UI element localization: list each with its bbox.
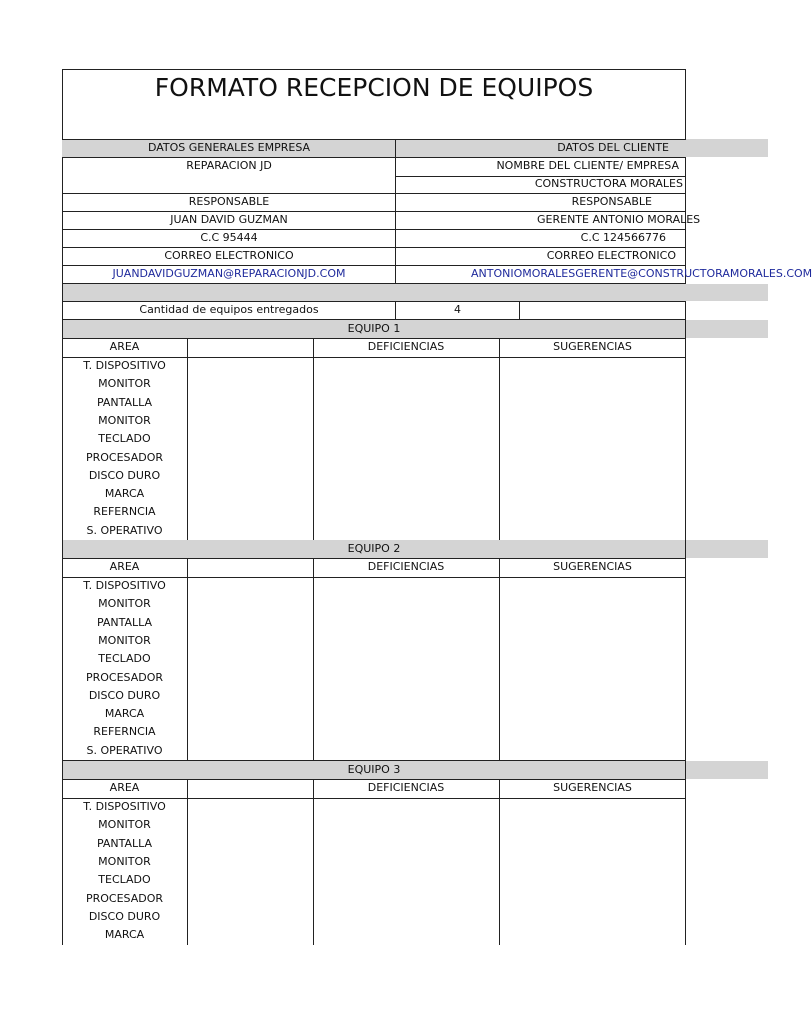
area-header: AREA <box>109 560 140 573</box>
area-row-label: MONITOR <box>98 854 151 868</box>
right-border <box>685 320 686 540</box>
area-value-cell[interactable] <box>188 431 312 447</box>
area-value-cell[interactable] <box>188 376 312 392</box>
area-row-label: TECLADO <box>98 873 151 887</box>
cliente-id: C.C 124566776 <box>580 231 666 244</box>
area-value-cell[interactable] <box>188 836 312 852</box>
deficiencias-header: DEFICIENCIAS <box>367 560 445 573</box>
area-value-cell[interactable] <box>188 743 312 759</box>
column-divider <box>187 558 188 760</box>
area-row-label: TECLADO <box>98 432 151 446</box>
area-row-label: TECLADO <box>98 652 151 666</box>
area-row-label: DISCO DURO <box>88 909 161 923</box>
cliente-name-label: NOMBRE DEL CLIENTE/ EMPRESA <box>496 159 679 172</box>
empresa-resp-name: JUAN DAVID GUZMAN <box>170 213 288 226</box>
area-row-label: PROCESADOR <box>85 670 164 684</box>
area-row-label: PANTALLA <box>96 395 153 409</box>
area-value-cell[interactable] <box>188 670 312 686</box>
area-row-label: REFERNCIA <box>93 505 156 519</box>
column-divider <box>187 779 188 945</box>
sugerencias-header: SUGERENCIAS <box>553 560 632 573</box>
empresa-name: REPARACION JD <box>186 159 272 172</box>
row-line <box>62 229 686 230</box>
cantidad-label: Cantidad de equipos entregados <box>139 303 319 316</box>
area-value-cell[interactable] <box>188 854 312 870</box>
sugerencias-header: SUGERENCIAS <box>553 340 632 353</box>
area-row-label: MONITOR <box>98 818 151 832</box>
area-row-label: T. DISPOSITIVO <box>83 359 166 372</box>
spacer-band <box>63 284 768 301</box>
grid-line <box>62 779 686 780</box>
area-row-label: T. DISPOSITIVO <box>83 800 166 813</box>
area-row-label: S. OPERATIVO <box>86 523 163 537</box>
area-value-cell[interactable] <box>188 486 312 502</box>
area-header: AREA <box>109 340 140 353</box>
sugerencias-cell[interactable] <box>500 799 684 944</box>
area-value-cell[interactable] <box>188 578 312 594</box>
row-line <box>62 211 686 212</box>
area-row-label: DISCO DURO <box>88 688 161 702</box>
area-value-cell[interactable] <box>188 615 312 631</box>
area-value-cell[interactable] <box>188 523 312 539</box>
area-row-label: PANTALLA <box>96 836 153 850</box>
area-row-label: PROCESADOR <box>85 891 164 905</box>
sugerencias-cell[interactable] <box>500 578 684 759</box>
deficiencias-cell[interactable] <box>314 358 498 539</box>
area-value-cell[interactable] <box>188 450 312 466</box>
area-row-label: MARCA <box>104 928 145 942</box>
right-border <box>685 761 686 945</box>
area-row-label: T. DISPOSITIVO <box>83 579 166 592</box>
area-row-label: PANTALLA <box>96 615 153 629</box>
right-border <box>685 540 686 760</box>
area-value-cell[interactable] <box>188 799 312 815</box>
area-value-cell[interactable] <box>188 872 312 888</box>
row-line <box>62 265 686 266</box>
area-row-label: MONITOR <box>98 413 151 427</box>
area-value-cell[interactable] <box>188 927 312 943</box>
column-divider <box>187 338 188 540</box>
deficiencias-cell[interactable] <box>314 578 498 759</box>
area-row-label: REFERNCIA <box>93 725 156 739</box>
empresa-id: C.C 95444 <box>200 231 258 244</box>
deficiencias-cell[interactable] <box>314 799 498 944</box>
area-header: AREA <box>109 781 140 794</box>
sugerencias-header: SUGERENCIAS <box>553 781 632 794</box>
equipo-title: EQUIPO 3 <box>347 763 401 776</box>
empresa-resp-label: RESPONSABLE <box>188 195 270 208</box>
title-top-border <box>62 69 686 70</box>
area-value-cell[interactable] <box>188 724 312 740</box>
equipo-title: EQUIPO 1 <box>347 322 401 335</box>
page-title: FORMATO RECEPCION DE EQUIPOS <box>154 73 594 102</box>
area-value-cell[interactable] <box>188 413 312 429</box>
area-value-cell[interactable] <box>188 504 312 520</box>
cliente-name: CONSTRUCTORA MORALES <box>534 177 683 190</box>
empresa-email-label: CORREO ELECTRONICO <box>164 249 294 262</box>
cantidad-value: 4 <box>454 303 461 316</box>
area-value-cell[interactable] <box>188 596 312 612</box>
area-row-label: MONITOR <box>98 377 151 391</box>
row-line <box>62 157 686 158</box>
area-value-cell[interactable] <box>188 395 312 411</box>
area-value-cell[interactable] <box>188 909 312 925</box>
area-row-label: MONITOR <box>98 597 151 611</box>
grid-line <box>62 338 686 339</box>
cliente-header: DATOS DEL CLIENTE <box>557 141 669 154</box>
area-value-cell[interactable] <box>188 688 312 704</box>
area-value-cell[interactable] <box>188 651 312 667</box>
deficiencias-header: DEFICIENCIAS <box>367 340 445 353</box>
cliente-email-link[interactable]: ANTONIOMORALESGERENTE@CONSTRUCTORAMORALES.COM <box>471 267 812 280</box>
area-row-label: MONITOR <box>98 633 151 647</box>
row-line <box>62 301 686 302</box>
area-value-cell[interactable] <box>188 817 312 833</box>
row-line <box>62 247 686 248</box>
area-value-cell[interactable] <box>188 468 312 484</box>
empresa-email-link[interactable]: JUANDAVIDGUZMAN@REPARACIONJD.COM <box>112 267 346 280</box>
empresa-header: DATOS GENERALES EMPRESA <box>147 141 311 154</box>
row-line <box>62 193 686 194</box>
cell-divider <box>519 301 520 319</box>
area-value-cell[interactable] <box>188 706 312 722</box>
cliente-resp-label: RESPONSABLE <box>571 195 652 208</box>
sugerencias-cell[interactable] <box>500 358 684 539</box>
area-row-label: MARCA <box>104 707 145 721</box>
area-row-label: MARCA <box>104 487 145 501</box>
area-row-label: S. OPERATIVO <box>86 743 163 757</box>
area-value-cell[interactable] <box>188 633 312 649</box>
cliente-resp-name: GERENTE ANTONIO MORALES <box>537 213 701 226</box>
area-value-cell[interactable] <box>188 358 312 374</box>
area-row-label: DISCO DURO <box>88 468 161 482</box>
deficiencias-header: DEFICIENCIAS <box>367 781 445 794</box>
area-row-label: PROCESADOR <box>85 450 164 464</box>
equipo-title: EQUIPO 2 <box>347 542 401 555</box>
row-line <box>62 139 686 140</box>
area-value-cell[interactable] <box>188 891 312 907</box>
grid-line <box>62 558 686 559</box>
cliente-email-label: CORREO ELECTRONICO <box>546 249 676 262</box>
